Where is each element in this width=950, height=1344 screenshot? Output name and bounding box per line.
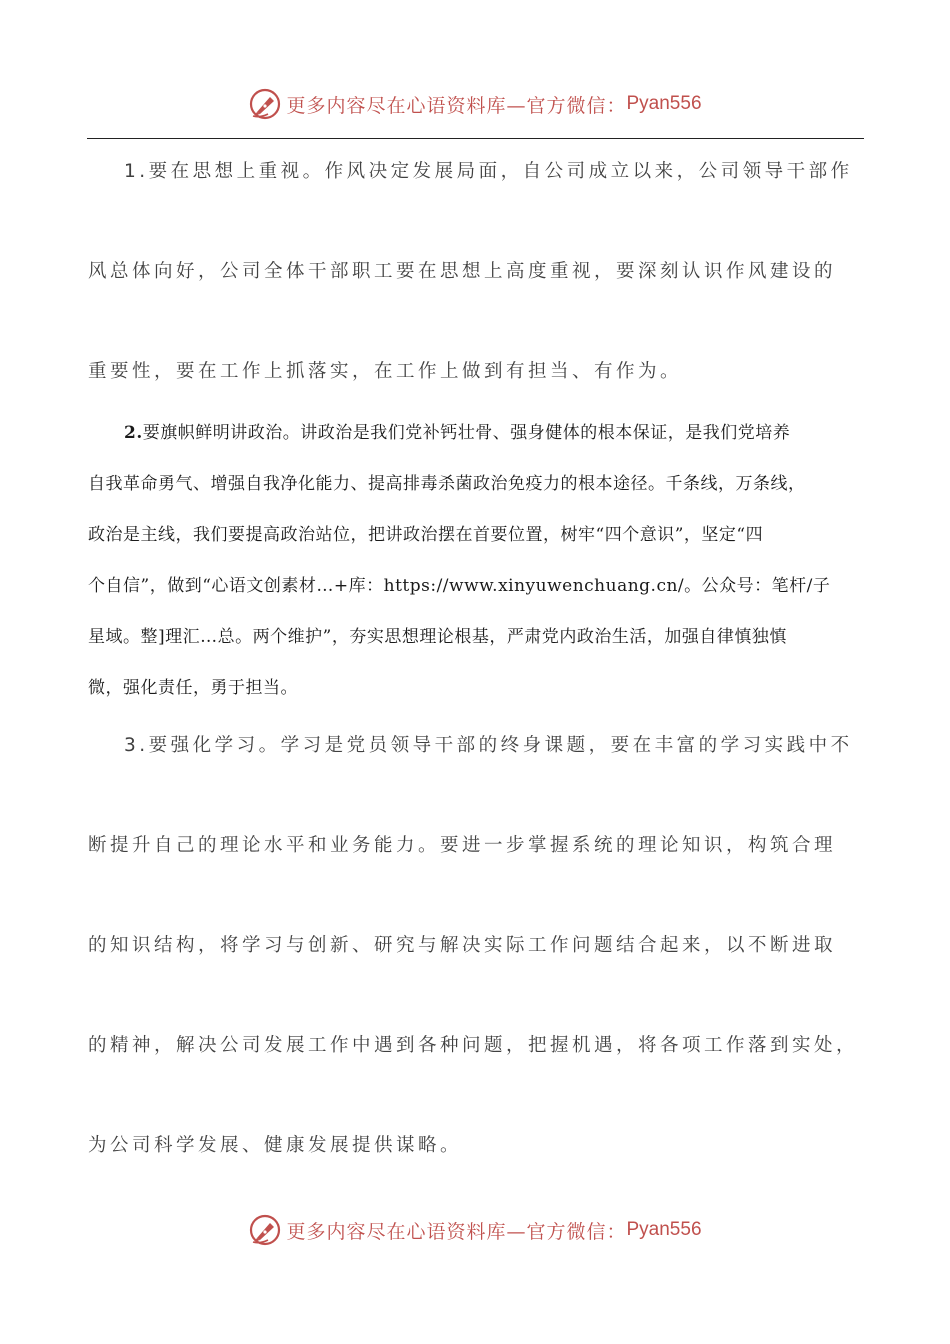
paragraph-1-line: 风总体向好，公司全体干部职工要在思想上高度重视，要深刻认识作风建设的 xyxy=(88,261,837,282)
footer-banner xyxy=(0,1210,950,1250)
paragraph-3 xyxy=(88,696,868,1196)
header-banner-text: 更多内容尽在心语资料库—官方微信： xyxy=(286,94,627,117)
paragraph-2 xyxy=(88,408,868,714)
paragraph-2-line: 要旗帜鲜明讲政治。讲政治是我们党补钙壮骨、强身健体的根本保证，是我们党培养 xyxy=(142,423,791,443)
paragraph-3-line: 3.要强化学习。学习是党员领导干部的终身课题，要在丰富的学习实践中不 xyxy=(124,735,853,756)
footer-banner-text: 更多内容尽在心语资料库—官方微信： xyxy=(286,1220,627,1243)
paragraph-2-line: 星域。整]理汇…总。两个维护”，夯实思想理论根基，严肃党内政治生活，加强自律慎独慎 xyxy=(88,627,787,647)
paragraph-3-line: 的精神，解决公司发展工作中遇到各种问题，把握机遇，将各项工作落到实处， xyxy=(88,1035,859,1056)
paragraph-3-line: 的知识结构，将学习与创新、研究与解决实际工作问题结合起来，以不断进取 xyxy=(88,935,837,956)
pen-nib-logo-icon xyxy=(248,87,282,121)
header-banner-id: Pyan556 xyxy=(626,93,702,114)
paragraph-2-line: 自我革命勇气、增强自我净化能力、提高排毒杀菌政治免疫力的根本途径。千条线，万条线， xyxy=(88,474,806,494)
paragraph-2-line: 个自信”，做到“心语文创素材…+库：https://www.xinyuwenchuang.cn/。公众号：笔杆/子 xyxy=(88,576,831,596)
paragraph-3-line: 断提升自己的理论水平和业务能力。要进一步掌握系统的理论知识，构筑合理 xyxy=(88,835,837,856)
paragraph-1-line: 重要性，要在工作上抓落实，在工作上做到有担当、有作为。 xyxy=(88,361,683,382)
paragraph-2-number: 2. xyxy=(124,423,143,443)
paragraph-2-line: 微，强化责任，勇于担当。 xyxy=(88,678,298,698)
pen-nib-logo-icon xyxy=(248,1213,282,1247)
footer-banner-id: Pyan556 xyxy=(626,1219,702,1240)
header-banner xyxy=(0,84,950,124)
paragraph-2-line: 政治是主线，我们要提高政治站位，把讲政治摆在首要位置，树牢“四个意识”，坚定“四 xyxy=(88,525,764,545)
paragraph-1-line: 1.要在思想上重视。作风决定发展局面，自公司成立以来，公司领导干部作 xyxy=(124,161,853,182)
paragraph-3-line: 为公司科学发展、健康发展提供谋略。 xyxy=(88,1135,463,1156)
paragraph-1 xyxy=(88,122,868,422)
paragraph-2-first-line xyxy=(88,408,868,459)
